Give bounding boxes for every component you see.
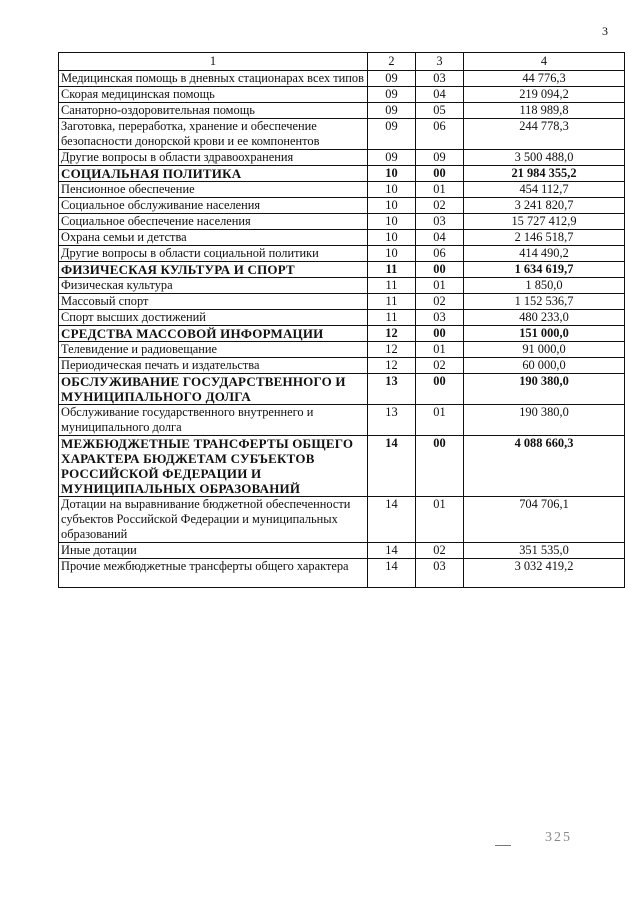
row-amount: 1 634 619,7 bbox=[464, 262, 625, 278]
table-row bbox=[59, 310, 625, 326]
row-subsection-code: 02 bbox=[416, 198, 464, 214]
row-section-code: 14 bbox=[368, 559, 416, 588]
row-section-code: 09 bbox=[368, 150, 416, 166]
row-section-code: 10 bbox=[368, 198, 416, 214]
row-amount: 3 032 419,2 bbox=[464, 559, 625, 588]
row-section-code: 11 bbox=[368, 294, 416, 310]
row-amount: 1 152 536,7 bbox=[464, 294, 625, 310]
row-section-code: 14 bbox=[368, 436, 416, 497]
row-subsection-code: 01 bbox=[416, 342, 464, 358]
table-section-row bbox=[59, 166, 625, 182]
row-amount: 15 727 412,9 bbox=[464, 214, 625, 230]
row-section-code: 13 bbox=[368, 405, 416, 436]
row-subsection-code: 04 bbox=[416, 87, 464, 103]
row-subsection-code: 01 bbox=[416, 182, 464, 198]
row-section-code: 09 bbox=[368, 87, 416, 103]
row-name: МЕЖБЮДЖЕТНЫЕ ТРАНСФЕРТЫ ОБЩЕГО ХАРАКТЕРА БЮДЖЕТАМ СУБЪЕКТОВ РОССИЙСКОЙ ФЕДЕРАЦИИ И МУНИЦИПАЛЬНЫХ ОБРАЗОВАНИЙ bbox=[59, 436, 368, 497]
row-section-code: 10 bbox=[368, 214, 416, 230]
row-amount: 91 000,0 bbox=[464, 342, 625, 358]
table-section-row bbox=[59, 262, 625, 278]
budget-table bbox=[58, 52, 625, 588]
row-amount: 2 146 518,7 bbox=[464, 230, 625, 246]
row-name: Заготовка, переработка, хранение и обеспечение безопасности донорской крови и ее компонентов bbox=[59, 119, 368, 150]
row-amount: 3 241 820,7 bbox=[464, 198, 625, 214]
header-col-4: 4 bbox=[464, 53, 625, 71]
row-amount: 351 535,0 bbox=[464, 543, 625, 559]
stamp-dash bbox=[495, 845, 511, 846]
table-row bbox=[59, 559, 625, 588]
table-header-row bbox=[59, 53, 625, 71]
row-name: ФИЗИЧЕСКАЯ КУЛЬТУРА И СПОРТ bbox=[59, 262, 368, 278]
row-amount: 244 778,3 bbox=[464, 119, 625, 150]
row-section-code: 09 bbox=[368, 103, 416, 119]
row-amount: 3 500 488,0 bbox=[464, 150, 625, 166]
table-row bbox=[59, 119, 625, 150]
budget-table-body bbox=[59, 53, 625, 588]
row-subsection-code: 05 bbox=[416, 103, 464, 119]
row-subsection-code: 01 bbox=[416, 405, 464, 436]
row-amount: 190 380,0 bbox=[464, 374, 625, 405]
row-subsection-code: 04 bbox=[416, 230, 464, 246]
row-name: Обслуживание государственного внутреннего и муниципального долга bbox=[59, 405, 368, 436]
page-number: 3 bbox=[602, 24, 608, 38]
row-subsection-code: 03 bbox=[416, 559, 464, 588]
row-name: Физическая культура bbox=[59, 278, 368, 294]
row-name: Прочие межбюджетные трансферты общего характера bbox=[59, 559, 368, 588]
row-name: Охрана семьи и детства bbox=[59, 230, 368, 246]
table-section-row bbox=[59, 374, 625, 405]
row-name: Иные дотации bbox=[59, 543, 368, 559]
row-section-code: 11 bbox=[368, 262, 416, 278]
table-row bbox=[59, 214, 625, 230]
row-subsection-code: 06 bbox=[416, 119, 464, 150]
row-name: Периодическая печать и издательства bbox=[59, 358, 368, 374]
row-amount: 1 850,0 bbox=[464, 278, 625, 294]
row-amount: 454 112,7 bbox=[464, 182, 625, 198]
row-subsection-code: 09 bbox=[416, 150, 464, 166]
header-col-2: 2 bbox=[368, 53, 416, 71]
row-section-code: 12 bbox=[368, 342, 416, 358]
row-amount: 219 094,2 bbox=[464, 87, 625, 103]
row-amount: 44 776,3 bbox=[464, 71, 625, 87]
table-row bbox=[59, 71, 625, 87]
row-subsection-code: 00 bbox=[416, 166, 464, 182]
row-name: СОЦИАЛЬНАЯ ПОЛИТИКА bbox=[59, 166, 368, 182]
row-subsection-code: 01 bbox=[416, 497, 464, 543]
row-section-code: 09 bbox=[368, 119, 416, 150]
row-amount: 414 490,2 bbox=[464, 246, 625, 262]
row-section-code: 11 bbox=[368, 278, 416, 294]
row-subsection-code: 00 bbox=[416, 326, 464, 342]
table-row bbox=[59, 150, 625, 166]
table-row bbox=[59, 342, 625, 358]
row-name: Дотации на выравнивание бюджетной обеспеченности субъектов Российской Федерации и муниципальных образований bbox=[59, 497, 368, 543]
table-row bbox=[59, 230, 625, 246]
row-name: Телевидение и радиовещание bbox=[59, 342, 368, 358]
row-subsection-code: 01 bbox=[416, 278, 464, 294]
row-name: Скорая медицинская помощь bbox=[59, 87, 368, 103]
row-amount: 704 706,1 bbox=[464, 497, 625, 543]
row-subsection-code: 00 bbox=[416, 374, 464, 405]
table-row bbox=[59, 198, 625, 214]
row-subsection-code: 00 bbox=[416, 262, 464, 278]
row-subsection-code: 03 bbox=[416, 310, 464, 326]
table-row bbox=[59, 182, 625, 198]
row-subsection-code: 02 bbox=[416, 543, 464, 559]
header-col-1: 1 bbox=[59, 53, 368, 71]
table-section-row bbox=[59, 436, 625, 497]
table-row bbox=[59, 358, 625, 374]
row-section-code: 09 bbox=[368, 71, 416, 87]
row-subsection-code: 02 bbox=[416, 358, 464, 374]
row-amount: 4 088 660,3 bbox=[464, 436, 625, 497]
table-row bbox=[59, 87, 625, 103]
row-name: Массовый спорт bbox=[59, 294, 368, 310]
table-row bbox=[59, 543, 625, 559]
row-section-code: 14 bbox=[368, 543, 416, 559]
row-name: Другие вопросы в области социальной политики bbox=[59, 246, 368, 262]
row-section-code: 12 bbox=[368, 358, 416, 374]
row-amount: 480 233,0 bbox=[464, 310, 625, 326]
row-amount: 60 000,0 bbox=[464, 358, 625, 374]
row-name: Санаторно-оздоровительная помощь bbox=[59, 103, 368, 119]
row-section-code: 12 bbox=[368, 326, 416, 342]
row-name: Социальное обеспечение населения bbox=[59, 214, 368, 230]
table-row bbox=[59, 246, 625, 262]
row-amount: 190 380,0 bbox=[464, 405, 625, 436]
row-amount: 151 000,0 bbox=[464, 326, 625, 342]
row-section-code: 13 bbox=[368, 374, 416, 405]
row-name: Пенсионное обеспечение bbox=[59, 182, 368, 198]
row-section-code: 10 bbox=[368, 230, 416, 246]
row-subsection-code: 00 bbox=[416, 436, 464, 497]
row-subsection-code: 02 bbox=[416, 294, 464, 310]
row-name: ОБСЛУЖИВАНИЕ ГОСУДАРСТВЕННОГО И МУНИЦИПАЛЬНОГО ДОЛГА bbox=[59, 374, 368, 405]
row-section-code: 10 bbox=[368, 246, 416, 262]
row-section-code: 10 bbox=[368, 166, 416, 182]
row-amount: 118 989,8 bbox=[464, 103, 625, 119]
table-row bbox=[59, 497, 625, 543]
header-col-3: 3 bbox=[416, 53, 464, 71]
table-row bbox=[59, 103, 625, 119]
row-subsection-code: 03 bbox=[416, 71, 464, 87]
row-section-code: 14 bbox=[368, 497, 416, 543]
row-subsection-code: 06 bbox=[416, 246, 464, 262]
row-name: Другие вопросы в области здравоохранения bbox=[59, 150, 368, 166]
row-name: СРЕДСТВА МАССОВОЙ ИНФОРМАЦИИ bbox=[59, 326, 368, 342]
row-section-code: 11 bbox=[368, 310, 416, 326]
table-section-row bbox=[59, 326, 625, 342]
row-name: Медицинская помощь в дневных стационарах всех типов bbox=[59, 71, 368, 87]
row-subsection-code: 03 bbox=[416, 214, 464, 230]
table-row bbox=[59, 405, 625, 436]
table-row bbox=[59, 294, 625, 310]
row-name: Спорт высших достижений bbox=[59, 310, 368, 326]
row-name: Социальное обслуживание населения bbox=[59, 198, 368, 214]
table-row bbox=[59, 278, 625, 294]
page-stamp: 325 bbox=[545, 830, 572, 845]
row-section-code: 10 bbox=[368, 182, 416, 198]
row-amount: 21 984 355,2 bbox=[464, 166, 625, 182]
